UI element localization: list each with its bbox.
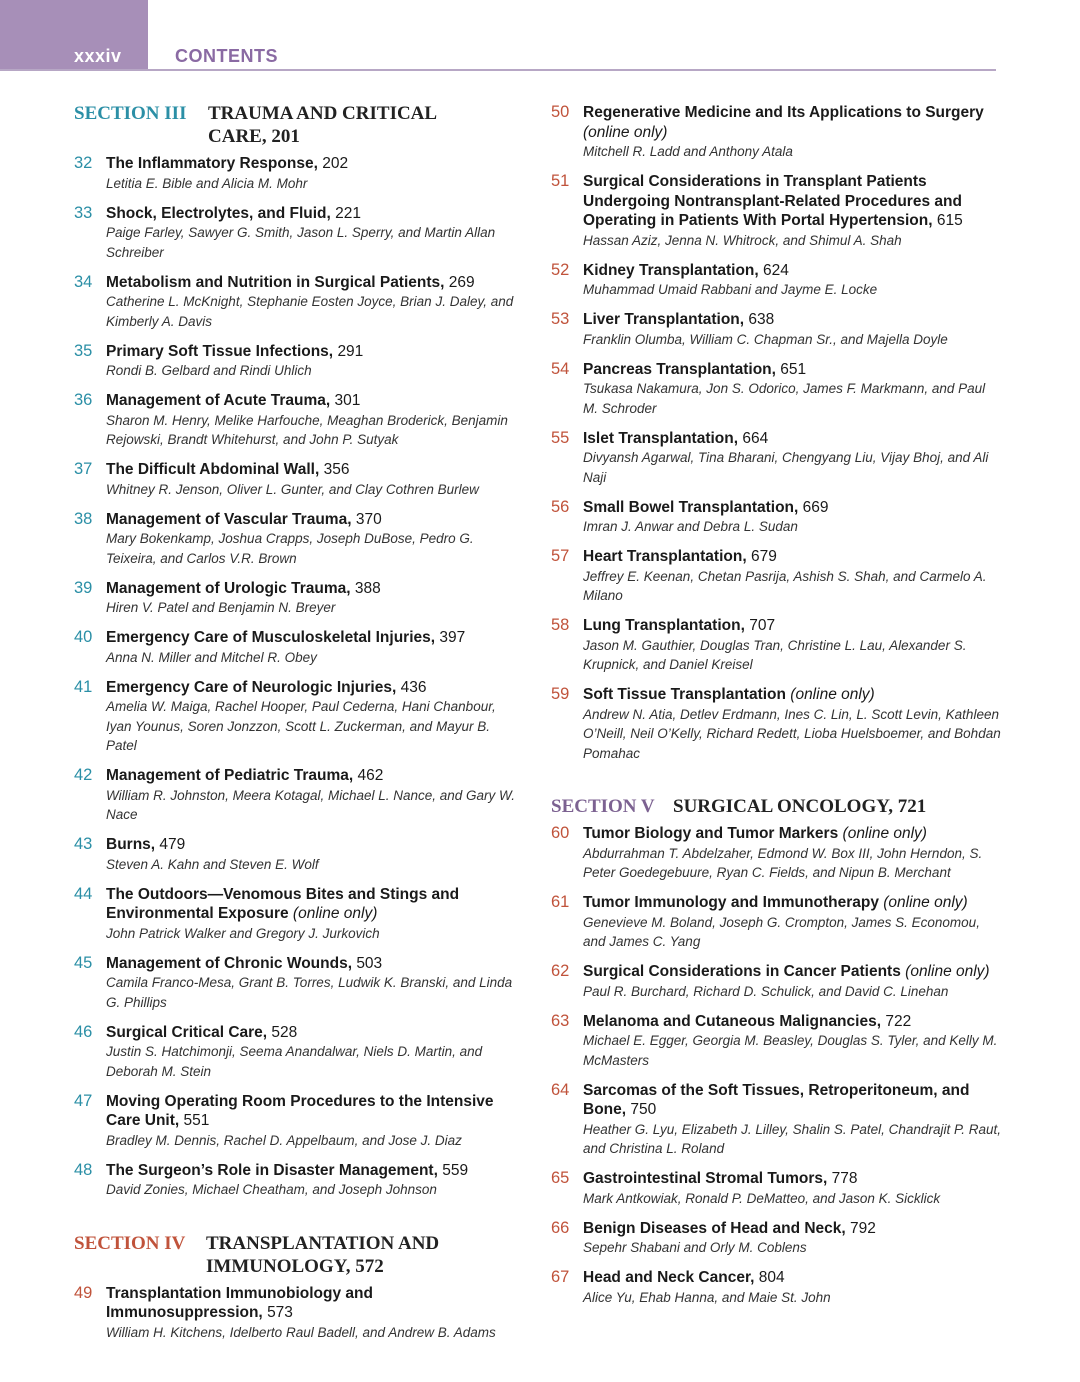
section-title: SURGICAL ONCOLOGY, 721 bbox=[673, 796, 927, 817]
chapter-heading bbox=[583, 547, 1001, 567]
header-rule bbox=[0, 69, 996, 71]
chapter-body bbox=[583, 360, 1001, 419]
chapter-body bbox=[583, 1081, 1001, 1159]
chapter-body bbox=[106, 835, 524, 874]
chapter-heading bbox=[583, 103, 1001, 142]
chapter-title: Surgical Considerations in Cancer Patients bbox=[583, 963, 901, 980]
chapter-number: 66 bbox=[551, 1218, 570, 1237]
chapter-number: 41 bbox=[74, 677, 93, 696]
chapter-entry bbox=[551, 824, 1001, 883]
chapter-heading bbox=[583, 310, 1001, 330]
chapter-authors: Hiren V. Patel and Benjamin N. Breyer bbox=[106, 600, 336, 615]
chapter-page: 778 bbox=[831, 1170, 858, 1187]
chapter-body bbox=[583, 962, 1001, 1001]
chapter-title: Management of Vascular Trauma, bbox=[106, 510, 352, 528]
chapter-number: 49 bbox=[74, 1283, 93, 1302]
chapter-body bbox=[106, 954, 524, 1013]
chapter-entry bbox=[74, 628, 524, 667]
chapter-body bbox=[106, 766, 524, 825]
chapter-heading bbox=[106, 460, 524, 480]
chapter-authors: Hassan Aziz, Jenna N. Whitrock, and Shimul A. Shah bbox=[583, 232, 902, 248]
chapter-entry bbox=[551, 360, 1001, 419]
chapter-body bbox=[106, 273, 524, 332]
chapter-entry bbox=[74, 1023, 524, 1082]
chapter-page: 291 bbox=[337, 342, 364, 360]
chapter-authors: Paul R. Burchard, Richard D. Schulick, and David C. Linehan bbox=[583, 983, 949, 999]
chapter-body bbox=[583, 261, 1001, 300]
chapter-heading bbox=[106, 766, 524, 786]
chapter-number: 55 bbox=[551, 428, 570, 447]
online-only-note: (online only) bbox=[583, 123, 668, 141]
chapter-title: Pancreas Transplantation, bbox=[583, 360, 776, 378]
chapter-entry bbox=[74, 273, 524, 332]
chapter-number: 64 bbox=[551, 1080, 570, 1099]
chapter-heading bbox=[583, 962, 1001, 982]
chapter-number: 42 bbox=[74, 766, 93, 784]
chapter-authors: Paige Farley, Sawyer G. Smith, Jason L. Sperry, and Martin Allan Schreiber bbox=[106, 225, 496, 260]
chapter-page: 202 bbox=[322, 155, 349, 172]
chapter-heading bbox=[106, 628, 524, 648]
chapter-entry bbox=[74, 1284, 524, 1343]
chapter-authors: Imran J. Anwar and Debra L. Sudan bbox=[583, 519, 798, 534]
chapter-page: 221 bbox=[335, 204, 361, 222]
chapter-entry bbox=[74, 154, 524, 193]
chapter-number: 61 bbox=[551, 893, 570, 911]
chapter-body bbox=[583, 616, 1001, 675]
chapter-page: 750 bbox=[630, 1101, 657, 1118]
chapter-authors: Michael E. Egger, Georgia M. Beasley, Douglas S. Tyler, and Kelly M. McMasters bbox=[583, 1033, 998, 1068]
section-title: TRAUMA AND CRITICAL CARE, 201 bbox=[208, 103, 437, 147]
chapter-page: 573 bbox=[267, 1304, 293, 1321]
chapter-body bbox=[106, 1161, 524, 1200]
chapter-page: 664 bbox=[742, 429, 769, 447]
chapter-number: 50 bbox=[551, 103, 570, 121]
chapter-heading bbox=[583, 1219, 1001, 1239]
chapter-body bbox=[106, 391, 524, 450]
chapter-number: 45 bbox=[74, 953, 93, 972]
section-heading-v bbox=[551, 795, 1001, 818]
chapter-body bbox=[106, 1092, 524, 1151]
chapter-title: Sarcomas of the Soft Tissues, Retroperitoneum, and Bone, bbox=[583, 1081, 970, 1118]
chapter-number: 52 bbox=[551, 260, 570, 279]
chapter-title: The Difficult Abdominal Wall, bbox=[106, 461, 320, 478]
chapter-entry bbox=[74, 391, 524, 450]
chapter-body bbox=[106, 510, 524, 569]
chapter-title: Heart Transplantation, bbox=[583, 548, 747, 565]
chapter-entry bbox=[74, 678, 524, 756]
chapter-heading bbox=[106, 154, 524, 174]
online-only-note: (online only) bbox=[790, 686, 875, 703]
chapter-number: 43 bbox=[74, 835, 93, 853]
chapter-entry bbox=[74, 835, 524, 874]
chapter-entry bbox=[551, 616, 1001, 675]
chapter-entry bbox=[551, 547, 1001, 606]
chapter-body bbox=[583, 1219, 1001, 1258]
chapter-body bbox=[106, 1284, 524, 1343]
chapter-body bbox=[106, 342, 524, 381]
chapter-authors: Jeffrey E. Keenan, Chetan Pasrija, Ashish S. Shah, and Carmelo A. Milano bbox=[583, 568, 987, 603]
section-heading-iv bbox=[74, 1232, 524, 1278]
section-title: TRANSPLANTATION AND IMMUNOLOGY, 572 bbox=[206, 1232, 440, 1277]
chapter-entry bbox=[74, 342, 524, 381]
chapter-page: 559 bbox=[442, 1161, 469, 1179]
chapter-heading bbox=[583, 893, 1001, 913]
online-only-note: (online only) bbox=[842, 825, 927, 842]
chapter-authors: Divyansh Agarwal, Tina Bharani, Chengyang Liu, Vijay Bhoj, and Ali Naji bbox=[583, 450, 989, 485]
chapter-heading bbox=[106, 1092, 524, 1131]
chapter-entry bbox=[74, 1161, 524, 1200]
chapter-title: Melanoma and Cutaneous Malignancies, bbox=[583, 1012, 882, 1030]
chapter-number: 58 bbox=[551, 616, 570, 634]
chapter-title: Kidney Transplantation, bbox=[583, 261, 759, 279]
chapter-entry bbox=[551, 1219, 1001, 1258]
online-only-note: (online only) bbox=[883, 894, 968, 911]
chapter-title: Shock, Electrolytes, and Fluid, bbox=[106, 204, 331, 222]
right-column bbox=[551, 103, 1001, 1318]
chapter-title: Lung Transplantation, bbox=[583, 617, 745, 634]
chapter-authors: Mark Antkowiak, Ronald P. DeMatteo, and Jason K. Sicklick bbox=[583, 1190, 941, 1206]
chapter-heading bbox=[583, 1081, 1001, 1120]
chapter-authors: Whitney R. Jenson, Oliver L. Gunter, and Clay Cothren Burlew bbox=[106, 481, 479, 497]
chapter-entry bbox=[551, 261, 1001, 300]
chapter-page: 679 bbox=[750, 548, 777, 565]
chapter-number: 33 bbox=[74, 203, 93, 222]
chapter-entry bbox=[551, 893, 1001, 952]
chapter-title: The Inflammatory Response, bbox=[106, 155, 318, 172]
chapter-title: Management of Chronic Wounds, bbox=[106, 954, 352, 972]
chapter-authors: Letitia E. Bible and Alicia M. Mohr bbox=[106, 175, 308, 191]
chapter-entry bbox=[74, 766, 524, 825]
chapter-entry bbox=[551, 1081, 1001, 1159]
chapter-number: 37 bbox=[74, 460, 93, 478]
chapter-heading bbox=[583, 360, 1001, 380]
chapter-number: 51 bbox=[551, 172, 570, 190]
chapter-heading bbox=[583, 1169, 1001, 1189]
chapter-title: Transplantation Immunobiology and Immunosuppression, bbox=[106, 1284, 373, 1321]
chapter-page: 651 bbox=[780, 360, 807, 378]
chapter-heading bbox=[583, 172, 1001, 231]
chapter-heading bbox=[106, 1161, 524, 1181]
online-only-note: (online only) bbox=[292, 905, 378, 922]
chapter-entry bbox=[74, 954, 524, 1013]
chapter-number: 40 bbox=[74, 628, 93, 646]
chapter-title: Tumor Immunology and Immunotherapy bbox=[583, 894, 879, 911]
chapter-heading bbox=[106, 510, 524, 530]
chapter-authors: Tsukasa Nakamura, Jon S. Odorico, James F. Markmann, and Paul M. Schroder bbox=[583, 381, 986, 416]
chapter-title: Emergency Care of Musculoskeletal Injuries, bbox=[106, 629, 436, 646]
section-label: SECTION III bbox=[74, 103, 187, 124]
chapter-entry bbox=[74, 1092, 524, 1151]
chapter-number: 62 bbox=[551, 962, 570, 980]
chapter-heading bbox=[106, 678, 524, 698]
chapter-authors: Catherine L. McKnight, Stephanie Eosten Joyce, Brian J. Daley, and Kimberly A. Davis bbox=[106, 294, 514, 329]
chapter-number: 44 bbox=[74, 884, 93, 903]
chapter-heading bbox=[583, 1012, 1001, 1032]
chapter-title: Moving Operating Room Procedures to the Intensive Care Unit, bbox=[106, 1092, 494, 1129]
chapter-number: 53 bbox=[551, 310, 570, 328]
chapter-authors: William H. Kitchens, Idelberto Raul Badell, and Andrew B. Adams bbox=[106, 1324, 496, 1340]
chapter-body bbox=[583, 824, 1001, 883]
chapter-entry bbox=[551, 685, 1001, 763]
chapter-entry bbox=[551, 172, 1001, 250]
chapter-authors: Rondi B. Gelbard and Rindi Uhlich bbox=[106, 363, 312, 378]
chapter-authors: Bradley M. Dennis, Rachel D. Appelbaum, and Jose J. Diaz bbox=[106, 1132, 462, 1148]
chapter-entry bbox=[551, 962, 1001, 1001]
chapter-title: Tumor Biology and Tumor Markers bbox=[583, 825, 839, 842]
chapter-title: Liver Transplantation, bbox=[583, 311, 745, 328]
chapter-heading bbox=[583, 1268, 1001, 1288]
chapter-title: Regenerative Medicine and Its Applications to Surgery bbox=[583, 104, 984, 121]
chapter-body bbox=[106, 204, 524, 263]
chapter-page: 370 bbox=[355, 510, 382, 528]
chapter-title: Islet Transplantation, bbox=[583, 429, 739, 447]
chapter-number: 32 bbox=[74, 154, 93, 172]
chapter-entry bbox=[551, 429, 1001, 488]
entry-list bbox=[551, 824, 1001, 1307]
chapter-heading bbox=[583, 261, 1001, 281]
chapter-title: Emergency Care of Neurologic Injuries, bbox=[106, 678, 397, 696]
chapter-entry bbox=[551, 1268, 1001, 1307]
chapter-page: 615 bbox=[936, 212, 963, 229]
chapter-authors: Franklin Olumba, William C. Chapman Sr., and Majella Doyle bbox=[583, 331, 948, 347]
chapter-authors: Jason M. Gauthier, Douglas Tran, Christine L. Lau, Alexander S. Krupnick, and Daniel Kreisel bbox=[583, 637, 967, 672]
page-number: xxxiv bbox=[74, 46, 122, 66]
chapter-number: 56 bbox=[551, 497, 570, 516]
entry-list bbox=[74, 1284, 524, 1343]
chapter-title: Management of Acute Trauma, bbox=[106, 392, 331, 409]
chapter-page: 397 bbox=[439, 629, 466, 646]
chapter-entry bbox=[551, 103, 1001, 162]
chapter-title: Gastrointestinal Stromal Tumors, bbox=[583, 1170, 828, 1187]
chapter-heading bbox=[106, 391, 524, 411]
chapter-page: 624 bbox=[763, 261, 789, 279]
chapter-page: 479 bbox=[159, 836, 186, 853]
chapter-authors: Genevieve M. Boland, Joseph G. Crompton, James S. Economou, and James C. Yang bbox=[583, 914, 980, 949]
chapter-heading bbox=[106, 1023, 524, 1043]
chapter-page: 269 bbox=[448, 273, 475, 291]
chapter-authors: Steven A. Kahn and Steven E. Wolf bbox=[106, 856, 319, 872]
chapter-heading bbox=[583, 498, 1001, 518]
chapter-body bbox=[583, 172, 1001, 250]
chapter-authors: Mary Bokenkamp, Joshua Crapps, Joseph DuBose, Pedro G. Teixeira, and Carlos V.R. Brown bbox=[106, 531, 474, 566]
chapter-authors: Anna N. Miller and Mitchel R. Obey bbox=[106, 649, 317, 665]
section-label: SECTION IV bbox=[74, 1232, 186, 1254]
chapter-heading bbox=[583, 429, 1001, 449]
chapter-page: 638 bbox=[748, 311, 775, 328]
chapter-heading bbox=[106, 835, 524, 855]
chapter-authors: Alice Yu, Ehab Hanna, and Maie St. John bbox=[583, 1289, 831, 1305]
chapter-body bbox=[106, 678, 524, 756]
chapter-entry bbox=[74, 204, 524, 263]
chapter-body bbox=[106, 460, 524, 499]
online-only-note: (online only) bbox=[905, 963, 990, 980]
chapter-page: 462 bbox=[357, 767, 384, 784]
chapter-number: 48 bbox=[74, 1160, 93, 1179]
section-label: SECTION V bbox=[551, 796, 655, 817]
chapter-heading bbox=[106, 885, 524, 924]
chapter-heading bbox=[106, 273, 524, 293]
chapter-title: Management of Urologic Trauma, bbox=[106, 579, 351, 597]
chapter-number: 67 bbox=[551, 1268, 570, 1286]
chapter-number: 63 bbox=[551, 1011, 570, 1030]
chapter-title: The Surgeon’s Role in Disaster Management, bbox=[106, 1161, 438, 1179]
chapter-number: 38 bbox=[74, 509, 93, 528]
chapter-entry bbox=[551, 498, 1001, 537]
chapter-title: Soft Tissue Transplantation bbox=[583, 686, 786, 703]
chapter-page: 388 bbox=[354, 579, 381, 597]
chapter-authors: Justin S. Hatchimonji, Seema Anandalwar, Niels D. Martin, and Deborah M. Stein bbox=[106, 1044, 483, 1079]
chapter-number: 60 bbox=[551, 824, 570, 842]
chapter-body bbox=[106, 154, 524, 193]
chapter-body bbox=[583, 547, 1001, 606]
chapter-authors: John Patrick Walker and Gregory J. Jurkovich bbox=[106, 925, 380, 941]
chapter-authors: Sharon M. Henry, Melike Harfouche, Meaghan Broderick, Benjamin Rejowski, Brandt Whitehurst, and John P. Sutyak bbox=[106, 412, 508, 447]
chapter-page: 436 bbox=[400, 678, 427, 696]
chapter-page: 551 bbox=[183, 1112, 210, 1129]
left-column bbox=[74, 102, 524, 1353]
chapter-body bbox=[583, 1012, 1001, 1071]
chapter-authors: Heather G. Lyu, Elizabeth J. Lilley, Shalin S. Patel, Chandrajit P. Raut, and Christina L. Roland bbox=[583, 1121, 1001, 1156]
chapter-heading bbox=[106, 204, 524, 224]
chapter-body bbox=[583, 893, 1001, 952]
chapter-body bbox=[583, 1169, 1001, 1208]
chapter-number: 59 bbox=[551, 685, 570, 703]
chapter-number: 57 bbox=[551, 547, 570, 565]
chapter-number: 35 bbox=[74, 341, 93, 360]
chapter-title: Surgical Critical Care, bbox=[106, 1023, 268, 1041]
chapter-authors: Andrew N. Atia, Detlev Erdmann, Ines C. Lin, L. Scott Levin, Kathleen O’Neill, Neil O’Kelly, Richard Redett, Lioba Huelsboemer, and Bohdan Pomahac bbox=[583, 706, 1001, 761]
section-heading-iii bbox=[74, 102, 524, 148]
chapter-page: 707 bbox=[749, 617, 776, 634]
chapter-body bbox=[583, 685, 1001, 763]
chapter-heading bbox=[106, 579, 524, 599]
chapter-body bbox=[583, 498, 1001, 537]
chapter-entry bbox=[74, 460, 524, 499]
chapter-body bbox=[583, 429, 1001, 488]
chapter-title: Benign Diseases of Head and Neck, bbox=[583, 1219, 846, 1237]
chapter-body bbox=[583, 310, 1001, 349]
entry-list bbox=[74, 154, 524, 1200]
chapter-number: 46 bbox=[74, 1022, 93, 1041]
chapter-page: 722 bbox=[885, 1012, 912, 1030]
chapter-heading bbox=[106, 1284, 524, 1323]
chapter-title: Burns, bbox=[106, 836, 156, 853]
chapter-entry bbox=[74, 885, 524, 944]
chapter-page: 528 bbox=[271, 1023, 298, 1041]
chapter-heading bbox=[106, 342, 524, 362]
chapter-authors: Abdurrahman T. Abdelzaher, Edmond W. Box III, John Herndon, S. Peter Goedegebuure, Ryan C. Fields, and Nipun B. Merchant bbox=[583, 845, 983, 880]
chapter-authors: Camila Franco-Mesa, Grant B. Torres, Ludwik K. Branski, and Linda G. Phillips bbox=[106, 975, 513, 1010]
chapter-title: Primary Soft Tissue Infections, bbox=[106, 342, 334, 360]
chapter-entry bbox=[74, 579, 524, 618]
chapter-body bbox=[106, 628, 524, 667]
chapter-number: 54 bbox=[551, 359, 570, 378]
chapter-page: 804 bbox=[758, 1269, 785, 1286]
chapter-number: 39 bbox=[74, 578, 93, 597]
chapter-title: Head and Neck Cancer, bbox=[583, 1269, 755, 1286]
chapter-entry bbox=[551, 1012, 1001, 1071]
chapter-title: Management of Pediatric Trauma, bbox=[106, 767, 354, 784]
chapter-heading bbox=[583, 824, 1001, 844]
chapter-body bbox=[583, 103, 1001, 162]
running-head: CONTENTS bbox=[175, 46, 278, 66]
chapter-entry bbox=[74, 510, 524, 569]
chapter-number: 34 bbox=[74, 272, 93, 291]
chapter-body bbox=[106, 885, 524, 944]
chapter-heading bbox=[583, 685, 1001, 705]
chapter-entry bbox=[551, 310, 1001, 349]
chapter-page: 503 bbox=[356, 954, 383, 972]
chapter-authors: Muhammad Umaid Rabbani and Jayme E. Locke bbox=[583, 282, 878, 297]
chapter-page: 301 bbox=[334, 392, 361, 409]
entry-list bbox=[551, 103, 1001, 763]
chapter-authors: David Zonies, Michael Cheatham, and Joseph Johnson bbox=[106, 1182, 437, 1197]
chapter-body bbox=[583, 1268, 1001, 1307]
chapter-authors: Mitchell R. Ladd and Anthony Atala bbox=[583, 144, 793, 159]
chapter-entry bbox=[551, 1169, 1001, 1208]
chapter-number: 65 bbox=[551, 1169, 570, 1187]
chapter-heading bbox=[583, 616, 1001, 636]
chapter-authors: William R. Johnston, Meera Kotagal, Michael L. Nance, and Gary W. Nace bbox=[106, 787, 516, 822]
chapter-page: 669 bbox=[802, 498, 829, 516]
chapter-number: 47 bbox=[74, 1091, 93, 1110]
chapter-number: 36 bbox=[74, 391, 93, 409]
chapter-heading bbox=[106, 954, 524, 974]
chapter-body bbox=[106, 579, 524, 618]
chapter-authors: Amelia W. Maiga, Rachel Hooper, Paul Cederna, Hani Chanbour, Iyan Younus, Soren Jonzzon, Scott L. Zuckerman, and Mayur B. Patel bbox=[106, 699, 496, 753]
chapter-body bbox=[106, 1023, 524, 1082]
chapter-title: The Outdoors—Venomous Bites and Stings and Environmental Exposure bbox=[106, 885, 460, 922]
chapter-page: 356 bbox=[323, 461, 350, 478]
chapter-page: 792 bbox=[850, 1219, 876, 1237]
chapter-title: Metabolism and Nutrition in Surgical Patients, bbox=[106, 273, 445, 291]
chapter-title: Surgical Considerations in Transplant Patients Undergoing Nontransplant-Related Procedures and Operating in Patients With Portal Hypertension, bbox=[583, 173, 962, 229]
chapter-authors: Sepehr Shabani and Orly M. Coblens bbox=[583, 1240, 807, 1255]
chapter-title: Small Bowel Transplantation, bbox=[583, 498, 799, 516]
